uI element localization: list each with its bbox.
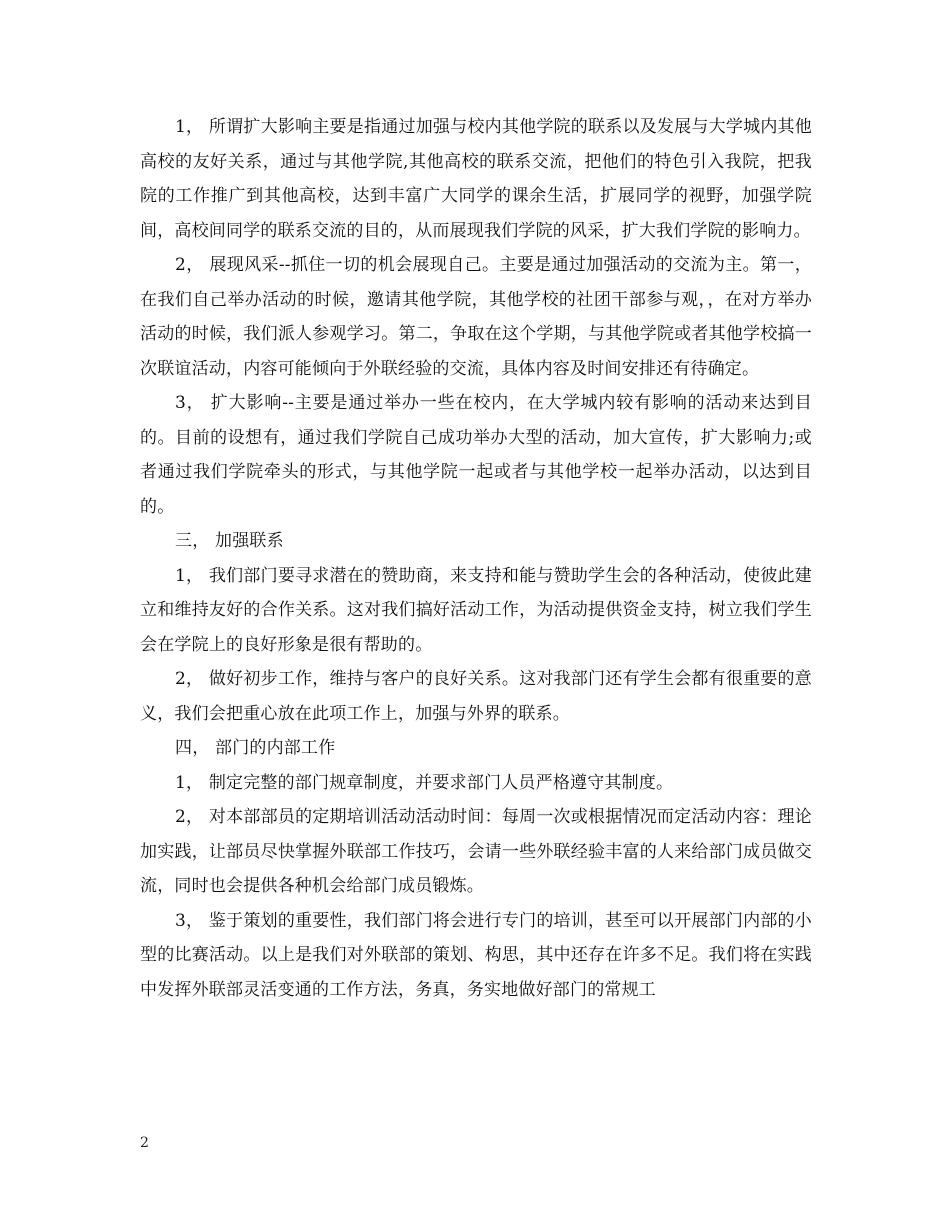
paragraph-8: 3， 鉴于策划的重要性，我们部门将会进行专门的培训，甚至可以开展部门内部的小型的比赛活动。以上是我们对外联部的策划、构思，其中还存在许多不足。我们将在实践中发挥外联部灵活变通的工作方法，务真，务实地做好部门的常规工 [140, 910, 812, 1000]
paragraph-6: 1， 制定完整的部门规章制度，并要求部门人员严格遵守其制度。 [175, 772, 674, 793]
document-body [140, 110, 812, 1007]
section-heading-4: 四， 部门的内部工作 [175, 738, 336, 758]
paragraph-3: 3， 扩大影响--主要是通过举办一些在校内，在大学城内较有影响的活动来达到目的。目前的设想有，通过我们学院自己成功举办大型的活动，加大宣传，扩大影响力;或者通过我们学院牵头的形式，与其他学院一起或者与其他学校一起举办活动，以达到目的。 [140, 393, 812, 517]
paragraph-4: 1， 我们部门要寻求潜在的赞助商，来支持和能与赞助学生会的各种活动，使彼此建立和维持友好的合作关系。这对我们搞好活动工作，为活动提供资金支持，树立我们学生会在学院上的良好形象是很有帮助的。 [140, 565, 812, 655]
page-number: 2 [140, 1135, 149, 1151]
paragraph-7: 2， 对本部部员的定期培训活动活动时间：每周一次或根据情况而定活动内容：理论加实践，让部员尽快掌握外联部工作技巧，会请一些外联经验丰富的人来给部门成员做交流，同时也会提供各种机会给部门成员锻炼。 [140, 807, 812, 896]
paragraph-2: 2， 展现风采--抓住一切的机会展现自己。主要是通过加强活动的交流为主。第一，在我们自己举办活动的时候，邀请其他学院，其他学校的社团干部参与观，，在对方举办活动的时候，我们派人参观学习。第二，争取在这个学期，与其他学院或者其他学校搞一次联谊活动，内容可能倾向于外联经验的交流，具体内容及时间安排还有待确定。 [140, 255, 812, 379]
section-heading-3: 三， 加强联系 [175, 531, 284, 551]
paragraph-1: 1， 所谓扩大影响主要是指通过加强与校内其他学院的联系以及发展与大学城内其他高校的友好关系，通过与其他学院,其他高校的联系交流，把他们的特色引入我院，把我院的工作推广到其他高校，达到丰富广大同学的课余生活，扩展同学的视野，加强学院间，高校间同学的联系交流的目的，从而展现我们学院的风采，扩大我们学院的影响力。 [140, 117, 812, 241]
paragraph-5: 2， 做好初步工作，维持与客户的良好关系。这对我部门还有学生会都有很重要的意义，我们会把重心放在此项工作上，加强与外界的联系。 [140, 669, 812, 724]
